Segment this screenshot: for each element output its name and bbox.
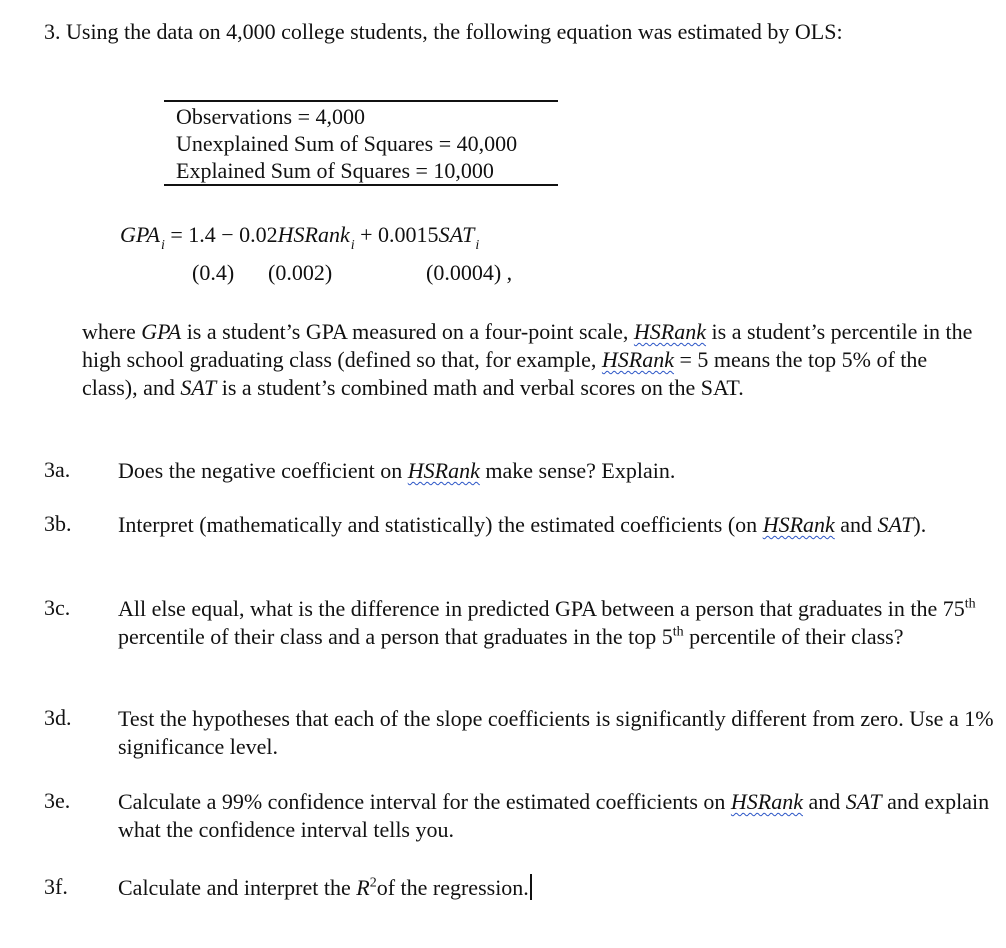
q-text: and xyxy=(803,789,846,814)
eq-sub-i: i xyxy=(160,238,165,253)
question-number: 3d. xyxy=(44,705,72,730)
q-text: percentile of their class and a person that graduates in the top 5 xyxy=(118,624,673,649)
se-sat: (0.0004) , xyxy=(426,260,513,285)
eq-sub-i: i xyxy=(475,238,480,253)
explained-ss-line: Explained Sum of Squares = 10,000 xyxy=(176,158,494,183)
q-text: make sense? Explain. xyxy=(479,458,676,483)
q-r: R xyxy=(356,875,370,900)
eq-hsrank: HSRank xyxy=(277,222,350,247)
question-3b xyxy=(118,511,998,539)
se-const: (0.4) xyxy=(192,260,235,285)
question-3d xyxy=(118,705,998,761)
q-sup: th xyxy=(964,596,976,612)
desc-hsrank: HSRank xyxy=(633,319,707,344)
desc-text: is a student’s percentile in the high school graduating class (defined so that, for example, xyxy=(82,319,973,372)
q-sup: th xyxy=(672,624,684,640)
eq-sub-i: i xyxy=(350,238,355,253)
q-text: All else equal, what is the difference in predicted GPA between a person that graduates in the 75 xyxy=(118,596,965,621)
q-sup: 2 xyxy=(369,875,377,891)
question-number: 3f. xyxy=(44,874,68,899)
question-3c xyxy=(118,595,998,651)
q-text: Test the hypotheses that each of the slope coefficients is significantly different from zero. Use a 1% significance level. xyxy=(118,706,994,759)
q-text: ). xyxy=(913,512,927,537)
desc-text: = 5 means the top 5% of the class), and xyxy=(82,347,928,400)
question-3e xyxy=(118,788,998,844)
text-cursor xyxy=(530,874,532,900)
desc-text: is a student’s combined math and verbal scores on the SAT. xyxy=(216,375,744,400)
eq-const: = 1.4 − 0.02 xyxy=(170,222,278,247)
q-text: Does the negative coefficient on xyxy=(118,458,408,483)
question-number: 3c. xyxy=(44,595,71,620)
desc-text: is a student’s GPA measured on a four-point scale, xyxy=(181,319,634,344)
observations-line: Observations = 4,000 xyxy=(176,104,365,129)
q-hsrank: HSRank xyxy=(762,512,835,537)
eq-sat: SAT xyxy=(438,222,475,247)
desc-gpa: GPA xyxy=(141,319,182,344)
q-text: of the regression. xyxy=(376,875,529,900)
question-3f xyxy=(118,874,998,902)
q-hsrank: HSRank xyxy=(407,458,480,483)
se-hsrank: (0.002) xyxy=(268,260,333,285)
question-3a xyxy=(118,457,998,485)
table-top-rule xyxy=(164,100,558,102)
question-number: 3a. xyxy=(44,457,71,482)
desc-sat: SAT xyxy=(180,375,217,400)
question-number: 3b. xyxy=(44,511,72,536)
q-text: and explain what the confidence interval tells you. xyxy=(118,789,990,842)
q-text: Calculate and interpret the xyxy=(118,875,357,900)
question-number: 3e. xyxy=(44,788,71,813)
unexplained-ss-line: Unexplained Sum of Squares = 40,000 xyxy=(176,131,518,156)
q-sat: SAT xyxy=(877,512,914,537)
variable-description xyxy=(82,318,982,402)
q-text: percentile of their class? xyxy=(683,624,904,649)
problem-title: 3. Using the data on 4,000 college students, the following equation was estimated by OLS: xyxy=(44,19,843,44)
q-text: Calculate a 99% confidence interval for the estimated coefficients on xyxy=(118,789,731,814)
regression-equation xyxy=(120,222,480,253)
q-sat: SAT xyxy=(845,789,882,814)
eq-plus-sat-coef: + 0.0015 xyxy=(360,222,439,247)
desc-hsrank: HSRank xyxy=(601,347,675,372)
desc-text: where xyxy=(82,319,142,344)
q-hsrank: HSRank xyxy=(730,789,803,814)
eq-gpa: GPA xyxy=(120,222,160,247)
table-bottom-rule xyxy=(164,184,558,186)
q-text: Interpret (mathematically and statistically) the estimated coefficients (on xyxy=(118,512,763,537)
q-text: and xyxy=(834,512,878,537)
